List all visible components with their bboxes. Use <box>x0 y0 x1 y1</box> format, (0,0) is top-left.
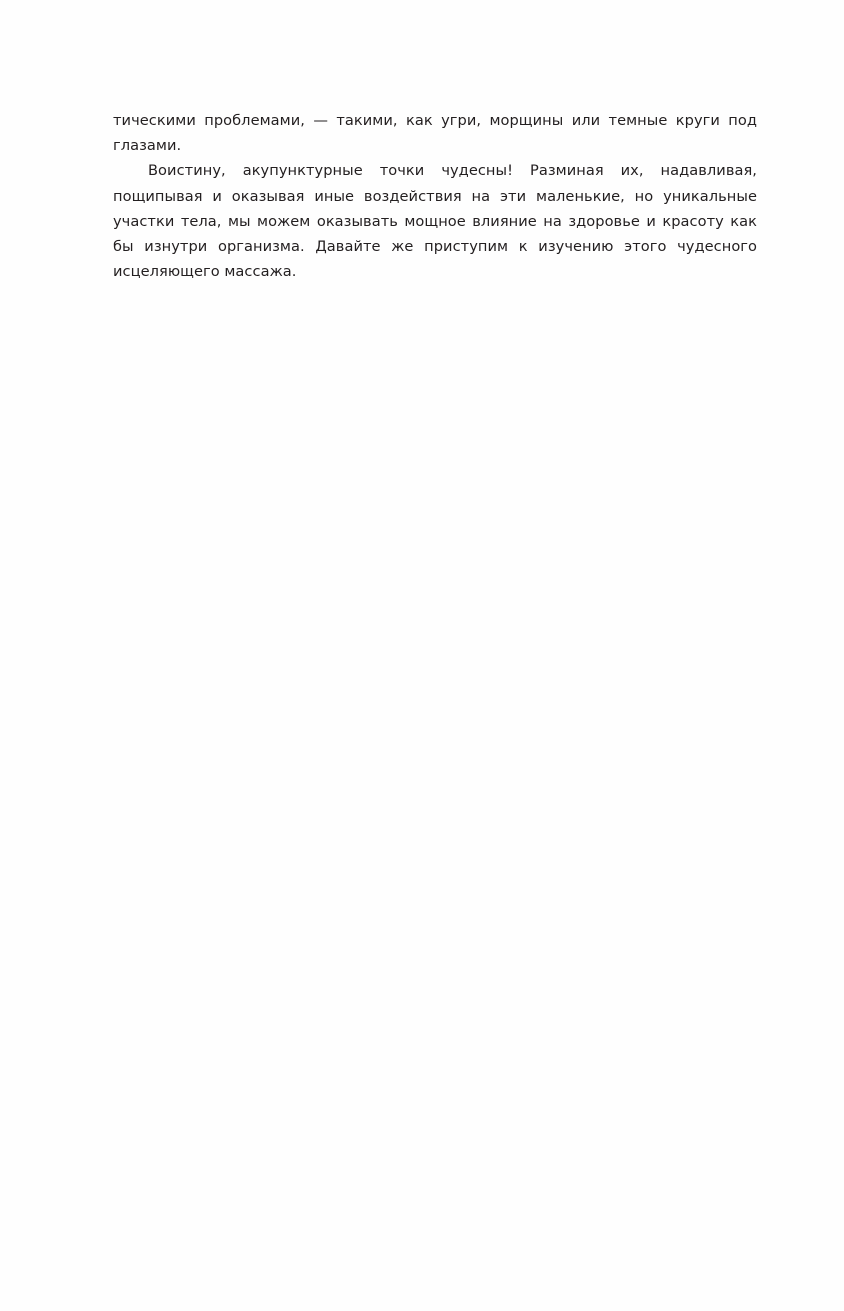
paragraph-continued: тическими проблемами, — такими, как угри, морщины или темные круги под глазами. <box>113 112 757 155</box>
paragraph-body: Воистину, акупунктурные точки чудесны! Разминая их, надавливая, пощипывая и оказывая иные воздействия на эти маленькие, но уникальные участки тела, мы можем оказывать мощное влияние на здоровье и красоту как бы изнутри организма. Давайте же приступим к изучению этого чудесного исцеляющего массажа. <box>113 162 757 281</box>
text-column <box>113 108 757 284</box>
